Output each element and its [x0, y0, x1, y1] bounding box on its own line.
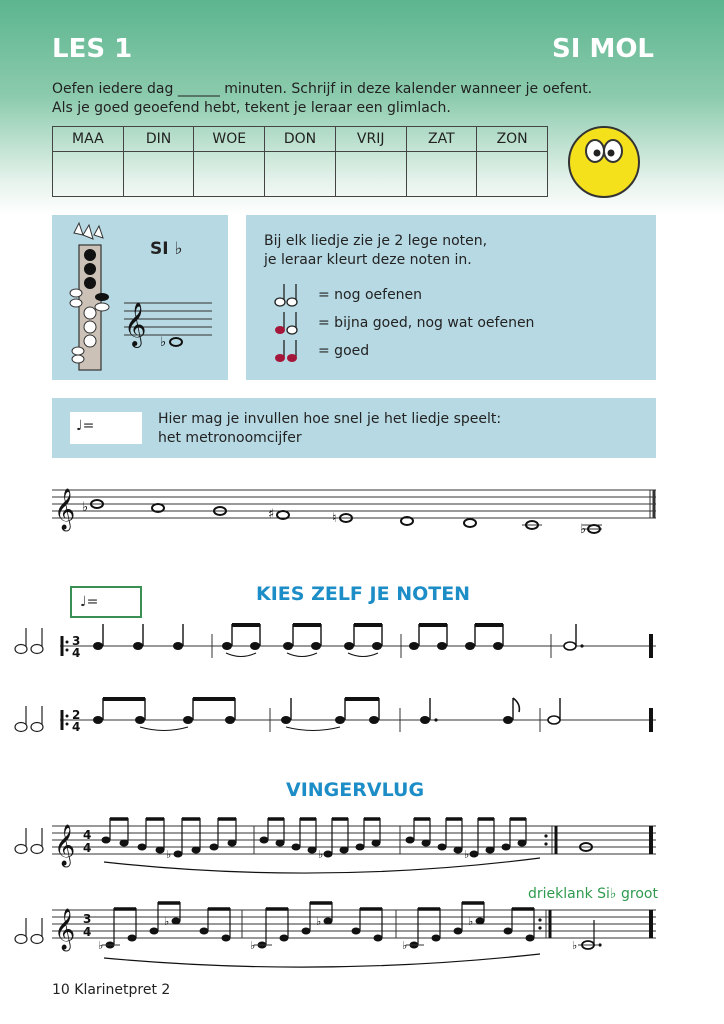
svg-text:♭: ♭: [402, 939, 408, 952]
svg-text:♭: ♭: [164, 915, 170, 928]
calendar-cell[interactable]: [406, 152, 477, 197]
svg-text:𝄞: 𝄞: [54, 909, 76, 950]
calendar-cell[interactable]: [53, 152, 124, 197]
svg-text:2: 2: [72, 708, 81, 722]
svg-text:4: 4: [72, 720, 81, 734]
section-heading-vingervlug: VINGERVLUG: [286, 779, 425, 801]
svg-text:♭: ♭: [160, 335, 167, 350]
svg-text:𝄞: 𝄞: [124, 302, 147, 346]
calendar-day: ZAT: [406, 127, 477, 152]
practice-calendar: [52, 126, 548, 197]
page-footer: 10 Klarinetpret 2: [52, 982, 171, 998]
section-heading-kies: KIES ZELF JE NOTEN: [256, 583, 471, 605]
svg-text:♭: ♭: [98, 939, 104, 952]
legend-item-good: = goed: [318, 343, 370, 359]
triad-label: drieklank Si♭ groot: [528, 886, 658, 902]
calendar-cell[interactable]: [123, 152, 194, 197]
calendar-cell[interactable]: [477, 152, 548, 197]
legend-line-2: je leraar kleurt deze noten in.: [264, 252, 472, 268]
calendar-day: ZON: [477, 127, 548, 152]
calendar-cell[interactable]: [194, 152, 265, 197]
calendar-cell[interactable]: [335, 152, 406, 197]
legend-item-almost: = bijna goed, nog wat oefenen: [318, 315, 535, 331]
intro-text: [52, 80, 592, 118]
svg-text:♭: ♭: [572, 939, 578, 952]
notes-overview-staff: [0, 478, 724, 538]
kies-staves: [0, 620, 724, 740]
intro-line-2: Als je goed geoefend hebt, tekent je leraar een glimlach.: [52, 100, 451, 116]
smiley-icon: [566, 124, 642, 200]
svg-text:𝄞: 𝄞: [54, 489, 76, 530]
lesson-number: LES 1: [52, 34, 133, 64]
calendar-day: MAA: [53, 127, 124, 152]
tempo-line-2: het metronoomcijfer: [158, 430, 302, 446]
svg-text:♮: ♮: [332, 511, 337, 526]
svg-text:♭: ♭: [166, 848, 172, 861]
svg-text:3: 3: [83, 912, 92, 926]
lesson-title: SI MOL: [552, 34, 654, 64]
svg-text:4: 4: [72, 646, 81, 660]
vingervlug-staff-2: [0, 894, 724, 974]
calendar-day: WOE: [194, 127, 265, 152]
svg-text:♭: ♭: [468, 915, 474, 928]
legend-text: [264, 232, 487, 270]
svg-text:♭: ♭: [82, 500, 89, 515]
svg-text:♭: ♭: [318, 848, 324, 861]
legend-notes-icon: [274, 282, 306, 366]
legend-item-practice: = nog oefenen: [318, 287, 423, 303]
fingering-label: SI ♭: [150, 239, 183, 259]
svg-text:♯: ♯: [268, 507, 275, 522]
legend-line-1: Bij elk liedje zie je 2 lege noten,: [264, 233, 488, 249]
svg-text:♭: ♭: [580, 522, 587, 537]
calendar-cell[interactable]: [265, 152, 336, 197]
calendar-day: VRIJ: [335, 127, 406, 152]
tempo-symbol: ♩=: [76, 418, 95, 434]
calendar-day: DON: [265, 127, 336, 152]
calendar-day: DIN: [123, 127, 194, 152]
clarinet-fingering-icon: [52, 215, 228, 380]
tempo-text: [158, 410, 501, 448]
svg-text:4: 4: [83, 841, 92, 855]
vingervlug-staff-1: [0, 806, 724, 882]
tempo-line-1: Hier mag je invullen hoe snel je het liedje speelt:: [158, 411, 502, 427]
svg-text:♭: ♭: [250, 939, 256, 952]
svg-text:♭: ♭: [316, 915, 322, 928]
tempo-symbol-kies: ♩=: [80, 594, 99, 610]
svg-text:♭: ♭: [464, 848, 470, 861]
svg-text:𝄞: 𝄞: [54, 825, 76, 866]
intro-line-1: Oefen iedere dag ______ minuten. Schrijf in deze kalender wanneer je oefent.: [52, 81, 593, 97]
svg-text:3: 3: [72, 634, 81, 648]
svg-text:4: 4: [83, 828, 92, 842]
svg-text:4: 4: [83, 925, 92, 939]
